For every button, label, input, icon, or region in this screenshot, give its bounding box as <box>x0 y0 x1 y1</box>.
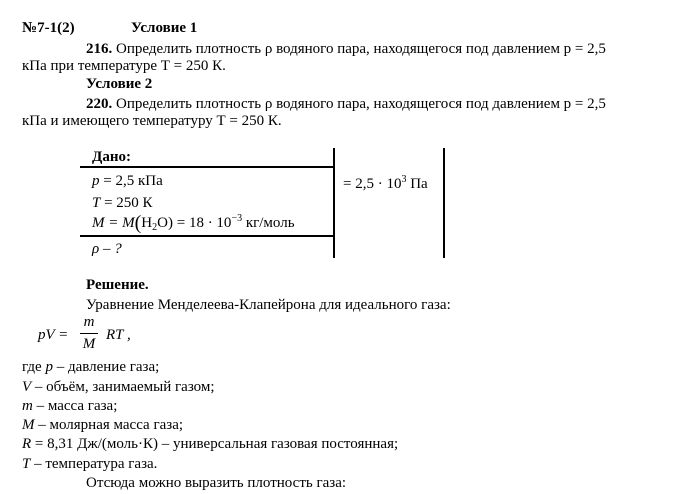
temperature-value: = 250 К <box>104 195 153 211</box>
def-m-text: – масса газа; <box>32 398 118 414</box>
def-pressure <box>22 358 159 376</box>
conversion-value: = 2,5 · 10 <box>343 176 402 192</box>
solution-intro: Уравнение Менделеева-Клапейрона для идеального газа: <box>86 297 451 313</box>
temperature-symbol: T <box>92 195 101 211</box>
def-gas-constant <box>22 435 398 453</box>
def-temperature <box>22 455 157 473</box>
solution-conclusion: Отсюда можно выразить плотность газа: <box>86 475 347 491</box>
problem-220-line1 <box>86 95 606 113</box>
molar-mass-units: кг/моль <box>242 215 295 231</box>
water-h: H <box>141 215 153 231</box>
def-molar-mass <box>22 416 183 434</box>
def-V-text: – объём, занимаемый газом; <box>31 379 215 395</box>
equation-numerator: m <box>83 314 95 330</box>
molar-mass-eq: = M <box>108 215 135 231</box>
condition-2-title: Условие 2 <box>86 76 153 92</box>
problem-220-number: 220. <box>86 96 113 112</box>
def-V-symbol: V <box>22 379 32 395</box>
molar-mass-value: ) = 18 · 10 <box>167 215 232 231</box>
equation-right: RT , <box>106 327 131 343</box>
problem-216-text: Определить плотность ρ водяного пара, находящегося под давлением р = 2,5 <box>116 41 606 57</box>
water-o: O <box>157 215 168 231</box>
problem-216-number: 216. <box>86 41 113 57</box>
molar-mass-symbol: M <box>92 215 105 231</box>
def-volume <box>22 378 215 396</box>
pressure-conversion <box>343 175 428 193</box>
conversion-units: Па <box>406 176 428 192</box>
problem-216-line1 <box>86 40 606 58</box>
given-pressure <box>92 172 163 190</box>
solution-title: Решение. <box>86 277 149 293</box>
def-R-symbol: R <box>22 436 32 452</box>
given-divider <box>333 148 335 258</box>
def-T-text: – температура газа. <box>30 456 158 472</box>
find-density: ρ – ? <box>92 241 122 257</box>
conversion-exponent: 3 <box>401 174 407 185</box>
molar-mass-exponent: −3 <box>231 213 243 224</box>
given-temperature <box>92 194 153 212</box>
conversion-divider <box>443 148 445 258</box>
def-M-text: – молярная масса газа; <box>34 417 184 433</box>
def-p-symbol: p <box>45 359 53 375</box>
problem-216-line2: кПа при температуре Т = 250 К. <box>22 58 226 74</box>
def-T-symbol: T <box>22 456 31 472</box>
def-m-symbol: m <box>22 398 33 414</box>
def-p-text: – давление газа; <box>52 359 160 375</box>
given-title: Дано: <box>92 149 131 165</box>
def-M-symbol: M <box>22 417 35 433</box>
problem-220-line2: кПа и имеющего температуру Т = 250 К. <box>22 113 282 129</box>
problem-220-text: Определить плотность ρ водяного пара, находящегося под давлением р = 2,5 <box>116 96 606 112</box>
equation-left: pV = <box>38 327 69 343</box>
given-bottom-rule <box>80 235 334 237</box>
problem-number: №7-1(2) <box>22 20 75 36</box>
given-top-rule <box>80 166 334 168</box>
equation-fraction-bar <box>80 333 98 334</box>
def-mass <box>22 397 117 415</box>
pressure-symbol: p <box>92 173 100 189</box>
given-molar-mass: $M = M(H_2O) = 18 \cdot 10^{-3}$ кг/моль <box>92 212 295 234</box>
equation-denominator: M <box>82 336 96 352</box>
def-R-text: = 8,31 Дж/(моль·К) – универсальная газовая постоянная; <box>31 436 399 452</box>
where-prefix: где <box>22 359 42 375</box>
condition-1-title: Условие 1 <box>131 20 198 36</box>
pressure-value: = 2,5 кПа <box>103 173 163 189</box>
